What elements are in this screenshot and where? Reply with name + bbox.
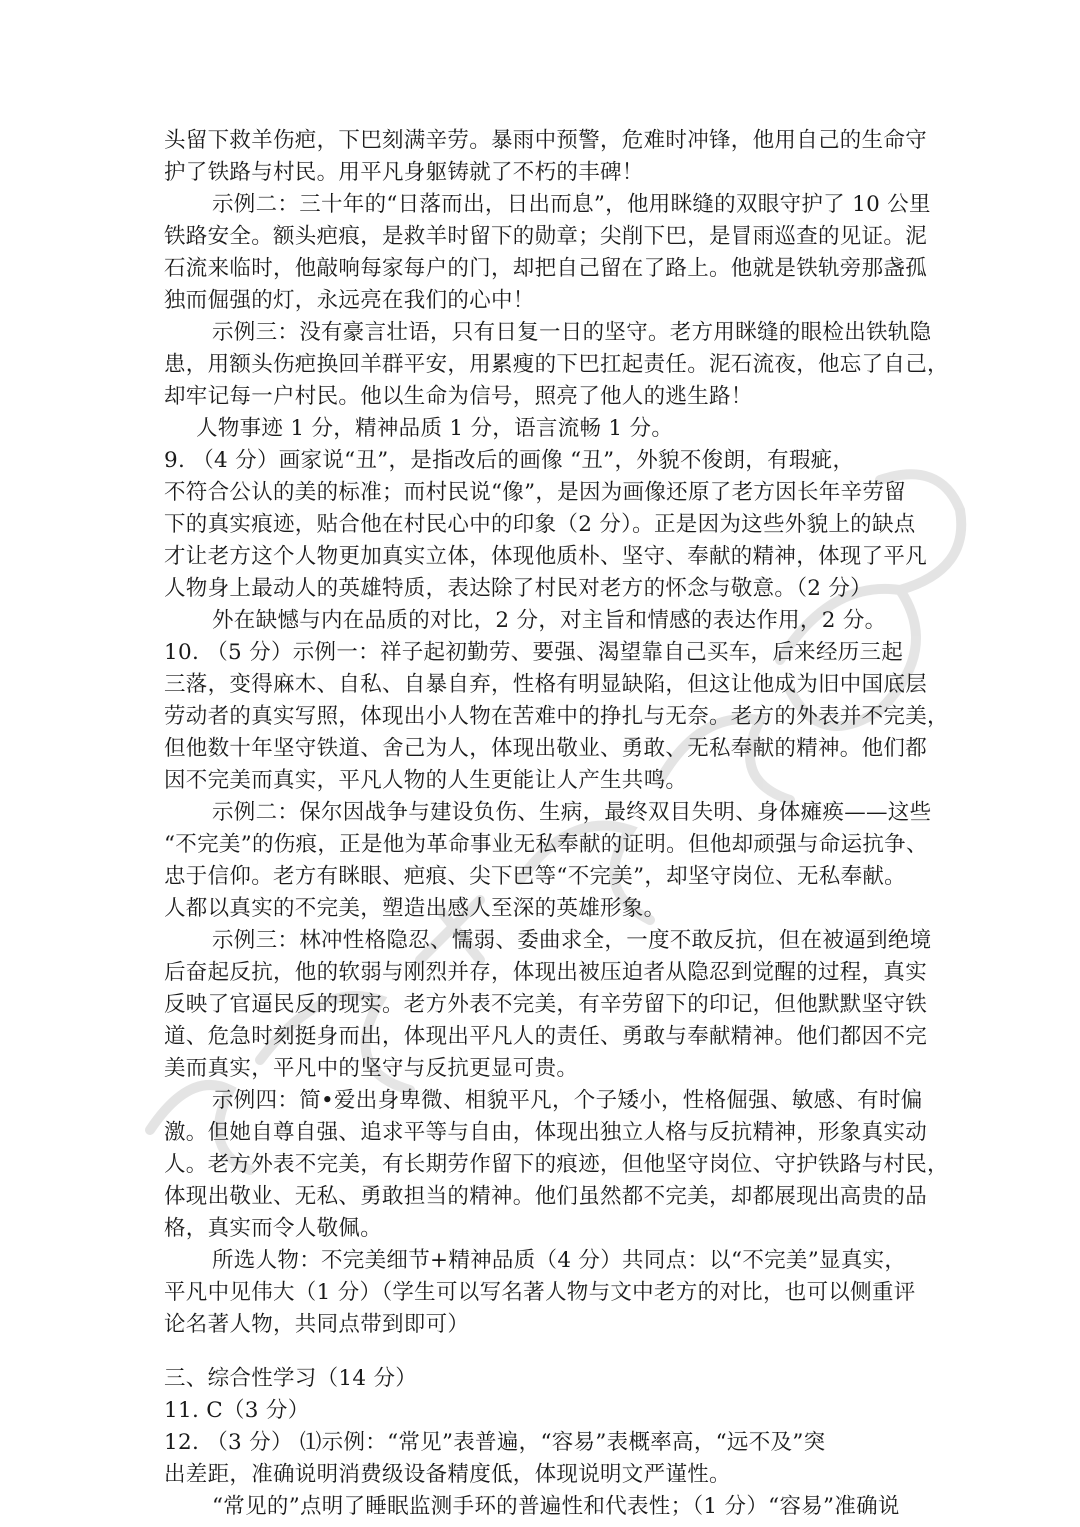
text-line: 才让老方这个人物更加真实立体，体现他质朴、坚守、奉献的精神，体现了平凡 <box>164 544 928 569</box>
text-line: 11. C（3 分） <box>164 1398 310 1423</box>
section-heading: 三、综合性学习（14 分） <box>164 1366 418 1391</box>
text-line: 人物事迹 1 分，精神品质 1 分，语言流畅 1 分。 <box>196 416 674 441</box>
text-line: 不符合公认的美的标准；而村民说“像”，是因为画像还原了老方因长年辛劳留 <box>164 480 906 505</box>
text-line: 所选人物：不完美细节+精神品质（4 分）共同点：以“不完美”显真实， <box>212 1248 907 1273</box>
text-line: 下的真实痕迹，贴合他在村民心中的印象（2 分）。正是因为这些外貌上的缺点 <box>164 512 916 537</box>
text-line: 示例二：三十年的“日落而出，日出而息”，他用眯缝的双眼守护了 10 公里 <box>212 192 931 217</box>
text-line: 后奋起反抗，他的软弱与刚烈并存，体现出被压迫者从隐忍到觉醒的过程，真实 <box>164 960 928 985</box>
text-line: “不完美”的伤痕，正是他为革命事业无私奉献的证明。但他却顽强与命运抗争、 <box>164 832 928 857</box>
text-line: 头留下救羊伤疤，下巴刻满辛劳。暴雨中预警，危难时冲锋，他用自己的生命守 <box>164 128 928 153</box>
text-line: 10. （5 分）示例一：祥子起初勤劳、要强、渴望靠自己买车，后来经历三起 <box>164 640 904 665</box>
text-line: 论名著人物，共同点带到即可） <box>164 1312 470 1337</box>
text-line: 9. （4 分）画家说“丑”，是指改后的画像 “丑”，外貌不俊朗，有瑕疵， <box>164 448 855 473</box>
text-line: 示例二：保尔因战争与建设负伤、生病，最终双目失明、身体瘫痪——这些 <box>212 800 932 825</box>
text-line: 激。但她自尊自强、追求平等与自由，体现出独立人格与反抗精神，形象真实动 <box>164 1120 928 1145</box>
text-line: 患，用额头伤疤换回羊群平安，用累瘦的下巴扛起责任。泥石流夜，他忘了自己， <box>164 352 949 377</box>
text-line: 人都以真实的不完美，塑造出感人至深的英雄形象。 <box>164 896 666 921</box>
text-line: 却牢记每一户村民。他以生命为信号，照亮了他人的逃生路！ <box>164 384 753 409</box>
text-line: 劳动者的真实写照，体现出小人物在苦难中的挣扎与无奈。老方的外表并不完美， <box>164 704 949 729</box>
text-line: 铁路安全。额头疤痕，是救羊时留下的勋章；尖削下巴，是冒雨巡查的见证。泥 <box>164 224 928 249</box>
text-line: 美而真实，平凡中的坚守与反抗更显可贵。 <box>164 1056 579 1081</box>
text-line: 示例四：简•爱出身卑微、相貌平凡，个子矮小，性格倔强、敏感、有时偏 <box>212 1088 923 1113</box>
text-line: 道、危急时刻挺身而出，体现出平凡人的责任、勇敢与奉献精神。他们都因不完 <box>164 1024 928 1049</box>
text-line: 示例三：林冲性格隐忍、懦弱、委曲求全，一度不敢反抗，但在被逼到绝境 <box>212 928 932 953</box>
text-line: 格，真实而令人敬佩。 <box>164 1216 383 1241</box>
text-line: 示例三：没有豪言壮语，只有日复一日的坚守。老方用眯缝的眼检出铁轨隐 <box>212 320 932 345</box>
text-line: “常见的”点明了睡眠监测手环的普遍性和代表性；（1 分）“容易”准确说 <box>212 1494 900 1519</box>
text-line: 12. （3 分） ⑴示例：“常见”表普遍，“容易”表概率高，“远不及”突 <box>164 1430 826 1455</box>
text-line: 反映了官逼民反的现实。老方外表不完美，有辛劳留下的印记，但他默默坚守铁 <box>164 992 928 1017</box>
text-line: 外在缺憾与内在品质的对比，2 分，对主旨和情感的表达作用，2 分。 <box>212 608 887 633</box>
text-line: 平凡中见伟大（1 分）（学生可以写名著人物与文中老方的对比，也可以侧重评 <box>164 1280 916 1305</box>
text-line: 体现出敬业、无私、勇敢担当的精神。他们虽然都不完美，却都展现出高贵的品 <box>164 1184 928 1209</box>
text-line: 人。老方外表不完美，有长期劳作留下的痕迹，但他坚守岗位、守护铁路与村民， <box>164 1152 949 1177</box>
text-line: 忠于信仰。老方有眯眼、疤痕、尖下巴等“不完美”，却坚守岗位、无私奉献。 <box>164 864 906 889</box>
text-line: 但他数十年坚守铁道、舍己为人，体现出敬业、勇敢、无私奉献的精神。他们都 <box>164 736 928 761</box>
text-line: 人物身上最动人的英雄特质，表达除了村民对老方的怀念与敬意。（2 分） <box>164 576 872 601</box>
text-line: 出差距，准确说明消费级设备精度低，体现说明文严谨性。 <box>164 1462 731 1487</box>
text-line: 因不完美而真实，平凡人物的人生更能让人产生共鸣。 <box>164 768 688 793</box>
text-line: 石流来临时，他敲响每家每户的门，却把自己留在了路上。他就是铁轨旁那盏孤 <box>164 256 928 281</box>
text-line: 独而倔强的灯，永远亮在我们的心中！ <box>164 288 535 313</box>
text-line: 三落，变得麻木、自私、自暴自弃，性格有明显缺陷，但这让他成为旧中国底层 <box>164 672 928 697</box>
text-line: 护了铁路与村民。用平凡身躯铸就了不朽的丰碑！ <box>164 160 644 185</box>
